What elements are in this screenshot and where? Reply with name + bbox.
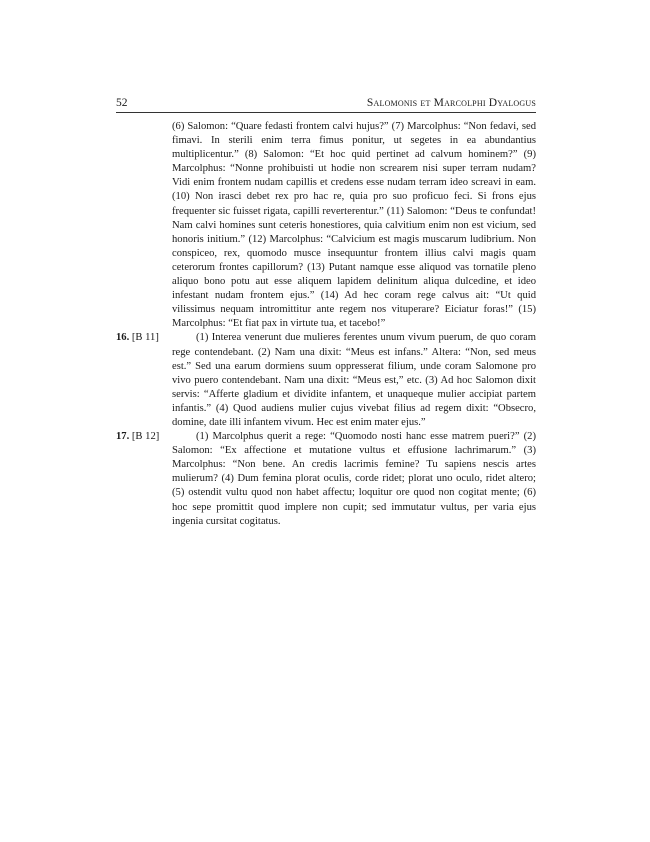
section-number: 16. [116,332,130,344]
header-rule [116,112,536,113]
section-reference: [B 12] [131,431,160,443]
section-marker [116,331,170,345]
paragraph-text: (1) Marcolphus querit a rege: “Quomodo nosti hanc esse matrem pueri?” (2) Salomon: “Ex affectione et mutatione vultus et effusione lachrimarum.” (3) Marcolphus: “Non bene. An credis lacrimis femine? Tu sapiens nescis artes mulierum? (4) Dum femina plorat oculis, corde ridet; plorat uno oculo, ridet altero; (5) ostendit vultu quod non habet affectu; loquitur ore quod non cogitat mente; (6) hoc sepe promittit quod implere non cupit; sed immutatur vultus, per varia ejus ingenia cursitat cogitatus. [172,431,536,527]
page-number: 52 [116,97,128,109]
section-marker [116,430,170,444]
running-title: Salomonis et Marcolphi Dyalogus [366,97,536,109]
paragraph-text: (6) Salomon: “Quare fedasti frontem calvi hujus?” (7) Marcolphus: “Non fedavi, sed fimavi. In sterili enim terra fimus ponitur, ut segetes in ea abundantius multiplicentur.” (8) Salomon: “Et hoc quid pertinet ad calvum hominem?” (9) Marcolphus: “Nonne prohibuisti ut hodie non screarem nisi super terram nudam? Vidi enim frontem nudam capillis et credens esse nudam terram ideo screavi in eam. (10) Non irasci debet rex pro hac re, quia pro suo proficuo feci. Si frons ejus frequenter sic fuisset rigata, capilli reverterentur.” (11) Salomon: “Deus te confundat! Nam calvi homines sunt ceteris honestiores, quia calvitium enim non est vicium, sed honoris initium.” (12) Marcolphus: “Calvicium est magis muscarum ludibrium. Non conspiceo, rex, quomodo musce insequuntur frontem illius calvi magis quam ceterorum frontes capillorum? (13) Putant namque esse aliquod vas tornatile pleno aliquo bono potu aut esse aliquem lapidem delinitum aliqua dulcedine, et ideo infestant nudam frontem ejus.” (14) Ad hec coram rege calvus ait: “Ut quid vilissimus nequam intromittitur ante regem nos vituperare? Eiciatur foras!” (15) Marcolphus: “Et fiat pax in virtute tua, et tacebo!” [172,121,536,330]
paragraph-continuation [172,120,536,331]
section-number: 17. [116,431,130,443]
section-reference: [B 11] [131,332,159,344]
section-16 [116,331,536,430]
paragraph-text: (1) Interea venerunt due mulieres ferentes unum vivum puerum, de quo coram rege contendebant. (2) Nam una dixit: “Meus est infans.” Altera: “Non, sed meus est.” Sed una earum dormiens suum oppresserat filium, unde coram Salomone pro vivo puero contendebant. Nam una dixit: “Meus est,” etc. (3) Ad hoc Salomon dixit servis: “Afferte gladium et dividite infantem, et unaqueque mulier accipiat partem infantis.” (4) Quod audiens mulier cujus vivebat filius ad regem dixit: “Obsecro, domine, date illi infantem vivum. Hec est enim mater ejus.” [172,332,536,428]
section-17 [116,430,536,529]
running-head [116,96,536,112]
main-text [116,120,536,529]
